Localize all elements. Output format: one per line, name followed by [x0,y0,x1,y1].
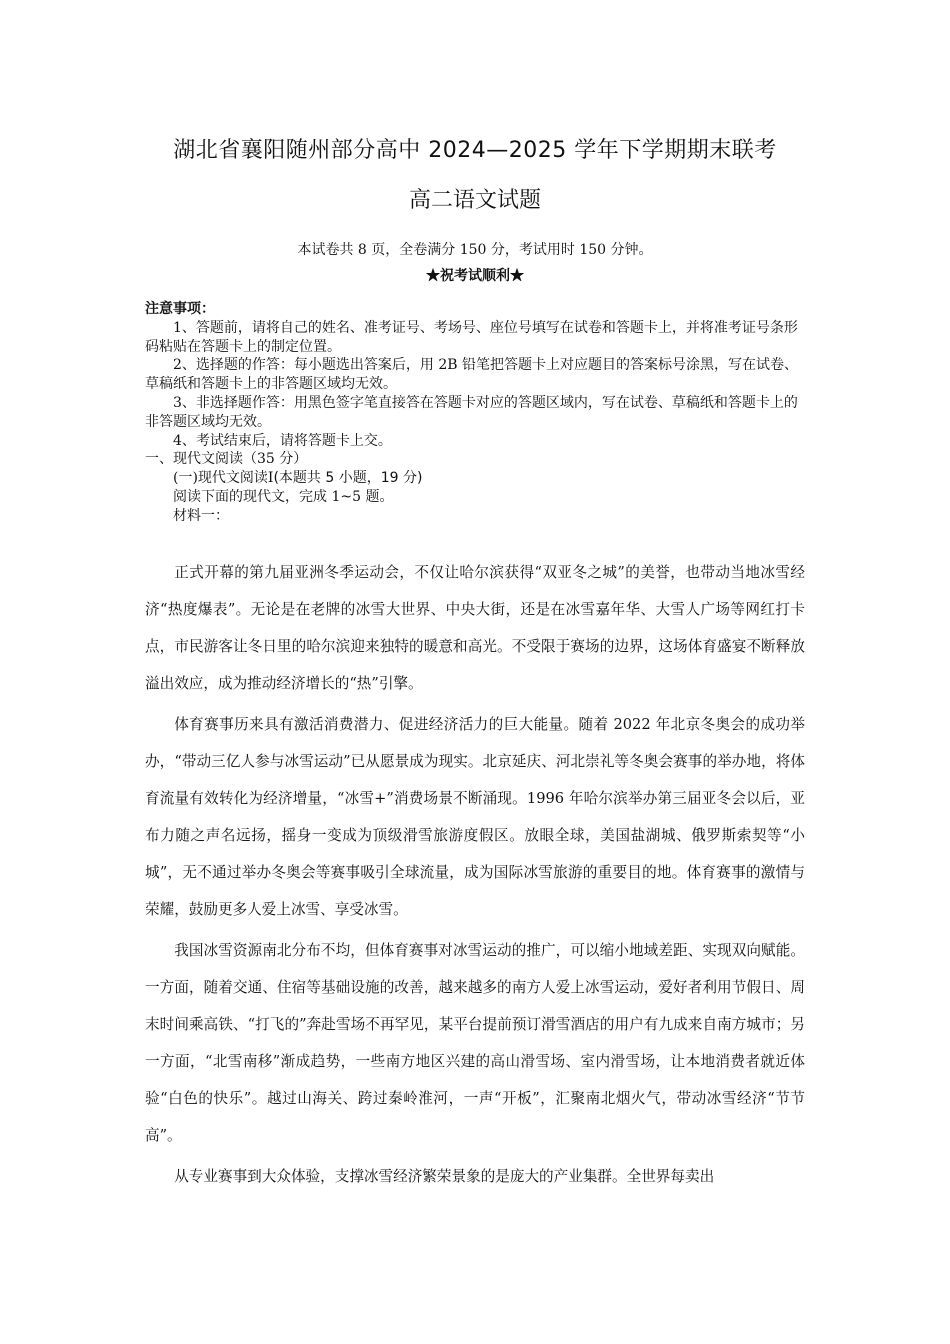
exam-title: 湖北省襄阳随州部分高中 2024—2025 学年下学期期末联考 [173,138,777,163]
material-label: 材料一： [173,507,229,524]
note-item: 2、选择题的作答：每小题选出答案后，用 2B 铅笔把答题卡上对应题目的答案标号涂黑，写在试卷、草稿纸和答题卡上的非答题区域均无效。 [145,357,799,393]
passage-paragraph: 体育赛事历来具有激活消费潜力、促进经济活力的巨大能量。随着 2022 年北京冬奥会的成功举办，“带动三亿人参与冰雪运动”已从愿景成为现实。北京延庆、河北崇礼等冬奥会赛事的举办地，将体育流量有效转化为经济增量，“冰雪+”消费场景不断涌现。1996 年哈尔滨举办第三届亚冬会以后，亚布力随之声名远扬，摇身一变成为顶级滑雪旅游度假区。放眼全球，美国盐湖城、俄罗斯索契等“小城”，无不通过举办冬奥会等赛事吸引全球流量，成为国际冰雪旅游的重要目的地。体育赛事的激情与荣耀，鼓励更多人爱上冰雪、享受冰雪。 [145,716,805,918]
note-item: 4、考试结束后，请将答题卡上交。 [173,432,392,449]
part-title: 一、现代文阅读（35 分） [145,451,308,468]
notes-section [145,300,805,526]
note-item: 3、非选择题作答：用黑色签字笔直接答在答题卡对应的答题区域内，写在试卷、草稿纸和答题卡上的非答题区域均无效。 [145,394,798,430]
reading-passage [145,554,805,1199]
notes-heading: 注意事项： [145,301,215,317]
passage-paragraph: 我国冰雪资源南北分布不均，但体育赛事对冰雪运动的推广，可以缩小地域差距、实现双向赋能。一方面，随着交通、住宿等基础设施的改善，越来越多的南方人爱上冰雪运动，爱好者利用节假日、周末时间乘高铁、“打飞的”奔赴雪场不再罕见，某平台提前预订滑雪酒店的用户有九成来自南方城市；另一方面，“北雪南移”渐成趋势，一些南方地区兴建的高山滑雪场、室内滑雪场，让本地消费者就近体验“白色的快乐”。越过山海关、跨过秦岭淮河，一声“开板”，汇聚南北烟火气，带动冰雪经济“节节高”。 [145,942,805,1144]
sub-section-title [145,469,805,488]
reading-instruction: 阅读下面的现代文，完成 1~5 题。 [173,488,394,505]
exam-blessing: ★祝考试顺利★ [426,268,524,284]
exam-meta: 本试卷共 8 页，全卷满分 150 分，考试用时 150 分钟。 [297,242,653,258]
note-item: 1、答题前，请将自己的姓名、准考证号、考场号、座位号填写在试卷和答题卡上，并将准考证号条形码粘贴在答题卡上的制定位置。 [145,319,798,355]
passage-paragraph: 正式开幕的第九届亚洲冬季运动会，不仅让哈尔滨获得“双亚冬之城”的美誉，也带动当地冰雪经济“热度爆表”。无论是在老牌的冰雪大世界、中央大街，还是在冰雪嘉年华、大雪人广场等网红打卡点，市民游客让冬日里的哈尔滨迎来独特的暖意和高光。不受限于赛场的边界，这场体育盛宴不断释放溢出效应，成为推动经济增长的“热”引擎。 [145,564,805,692]
sub-section-prefix: (一)现代文阅读Ⅰ [173,470,274,487]
exam-subtitle: 高二语文试题 [408,188,541,213]
passage-paragraph: 从专业赛事到大众体验，支撑冰雪经济繁荣景象的是庞大的产业集群。全世界每卖出 [174,1168,715,1185]
sub-section-suffix: (本题共 5 小题，19 分) [273,470,423,487]
